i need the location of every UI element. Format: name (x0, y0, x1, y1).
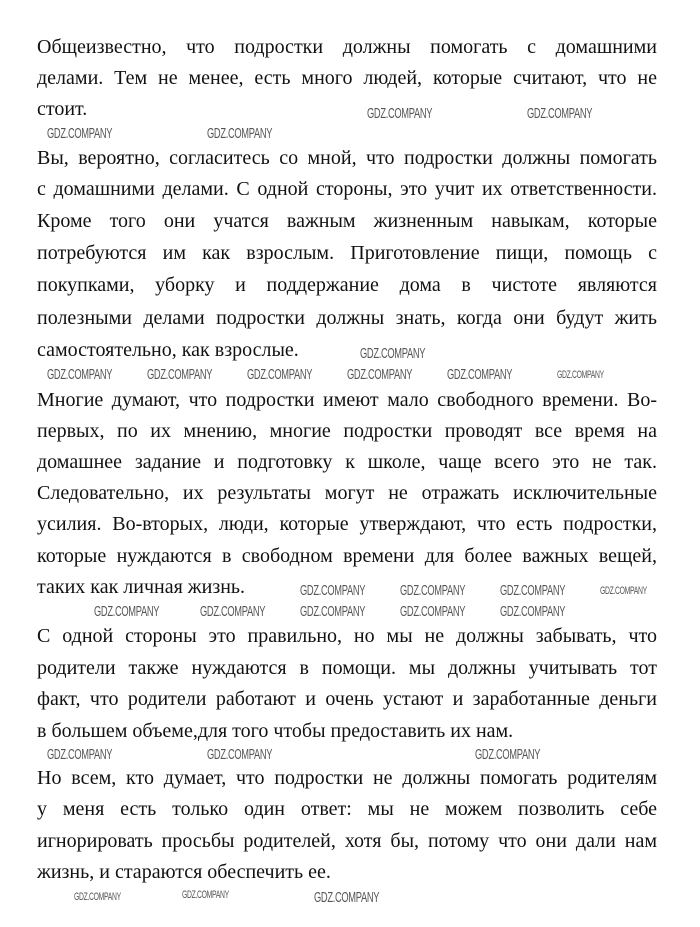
watermark: GDZ.COMPANY (207, 125, 273, 142)
text-line: стоит. (37, 98, 88, 120)
watermark: GDZ.COMPANY (200, 603, 266, 620)
text-line: в большем объеме,для того чтобы предоставить их нам. (37, 720, 514, 742)
text-line: факт, что родители работают и очень устают и заработанные деньги (37, 688, 657, 710)
text-line: делами. Тем не менее, есть много людей, которые считают, что не (37, 67, 657, 89)
watermark: GDZ.COMPANY (300, 603, 366, 620)
text-line: жизнь, и стараются обеспечить ее. (37, 861, 331, 883)
watermark: GDZ.COMPANY (47, 746, 113, 763)
watermark: GDZ.COMPANY (500, 603, 566, 620)
text-line: усилия. Во-вторых, люди, которые утверждают, что есть подростки, (37, 513, 657, 535)
text-line: с домашними делами. С одной стороны, это учит их ответственности. (37, 178, 657, 200)
watermark: GDZ.COMPANY (300, 582, 366, 599)
text-line: потребуются им как взрослым. Приготовление пищи, помощь с (37, 242, 657, 264)
watermark: GDZ.COMPANY (500, 582, 566, 599)
watermark: GDZ.COMPANY (147, 366, 213, 383)
watermark: GDZ.COMPANY (247, 366, 313, 383)
text-line: самостоятельно, как взрослые. (37, 339, 299, 361)
text-line: у меня есть только один ответ: мы не можем позволить себе (37, 798, 657, 820)
watermark: GDZ.COMPANY (527, 105, 593, 122)
text-line: полезными делами подростки должны знать, когда они будут жить (37, 307, 657, 329)
watermark: GDZ.COMPANY (314, 889, 380, 906)
watermark: GDZ.COMPANY (600, 585, 647, 597)
text-line: домашнее задание и подготовку к школе, чаще всего это не так. (37, 451, 657, 473)
text-line: Общеизвестно, что подростки должны помогать с домашними (37, 36, 657, 58)
watermark: GDZ.COMPANY (360, 345, 426, 362)
text-line: которые нуждаются в свободном времени для более важных вещей, (37, 545, 657, 567)
watermark: GDZ.COMPANY (367, 105, 433, 122)
watermark: GDZ.COMPANY (47, 125, 113, 142)
text-line: игнорировать просьбы родителей, хотя бы, потому что они дали нам (37, 830, 657, 852)
watermark: GDZ.COMPANY (347, 366, 413, 383)
watermark: GDZ.COMPANY (182, 889, 229, 901)
watermark: GDZ.COMPANY (557, 369, 604, 381)
watermark: GDZ.COMPANY (475, 746, 541, 763)
text-line: Но всем, кто думает, что подростки не должны помогать родителям (37, 767, 657, 789)
watermark: GDZ.COMPANY (400, 582, 466, 599)
watermark: GDZ.COMPANY (47, 366, 113, 383)
watermark: GDZ.COMPANY (400, 603, 466, 620)
watermark: GDZ.COMPANY (74, 891, 121, 903)
text-line: Следовательно, их результаты могут не отражать исключительные (37, 482, 657, 504)
watermark: GDZ.COMPANY (94, 603, 160, 620)
text-line: родители также нуждаются в помощи. мы должны учитывать тот (37, 657, 657, 679)
text-line: Кроме того они учатся важным жизненным навыкам, которые (37, 210, 657, 232)
text-line: первых, по их мнению, многие подростки проводят все время на (37, 420, 657, 442)
text-line: таких как личная жизнь. (37, 576, 246, 598)
text-line: Многие думают, что подростки имеют мало свободного времени. Во- (37, 389, 657, 411)
watermark: GDZ.COMPANY (207, 746, 273, 763)
watermark: GDZ.COMPANY (447, 366, 513, 383)
text-line: С одной стороны это правильно, но мы не должны забывать, что (37, 625, 657, 647)
text-line: покупками, уборку и поддержание дома в чистоте являются (37, 274, 657, 296)
text-line: Вы, вероятно, согласитесь со мной, что подростки должны помогать (37, 147, 657, 169)
